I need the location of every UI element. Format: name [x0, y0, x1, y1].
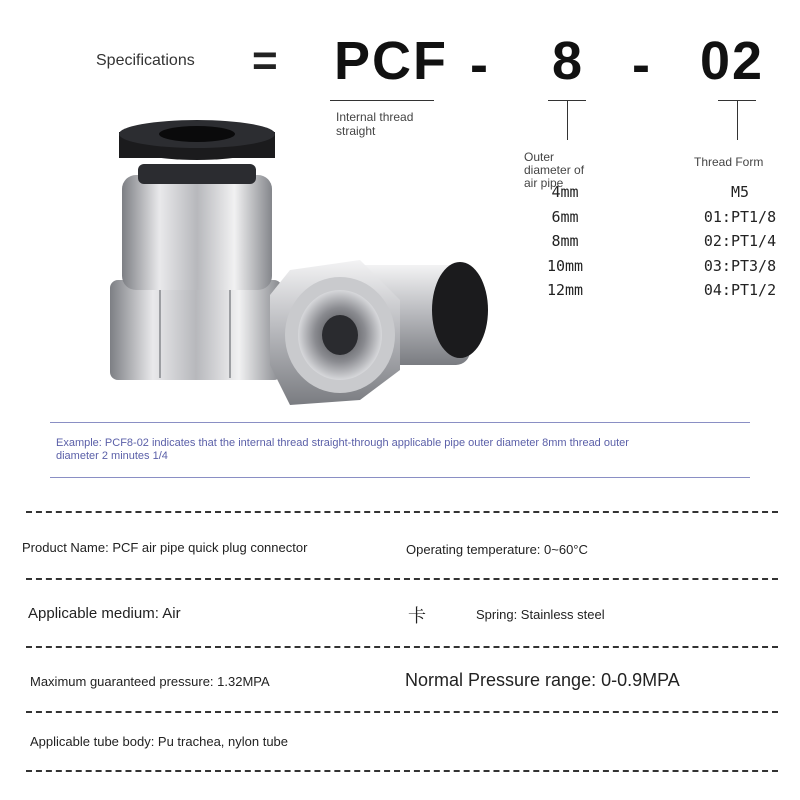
size-caption-line1: Outer [524, 150, 555, 164]
fitting-lying [270, 260, 488, 405]
thread-options-list [685, 180, 795, 303]
size-options-list [520, 180, 610, 303]
specifications-label: Specifications [96, 52, 195, 69]
thread-option: M5 [730, 183, 750, 201]
normal-pressure: Normal Pressure range: 0-0.9MPA [405, 670, 680, 690]
size-option: 8mm [551, 232, 579, 250]
max-pressure: Maximum guaranteed pressure: 1.32MPA [30, 674, 270, 689]
size-marker-stem [567, 100, 568, 140]
product-image [100, 120, 500, 410]
applicable-medium: Applicable medium: Air [28, 605, 181, 622]
operating-temperature: Operating temperature: 0~60°C [406, 542, 588, 557]
thread-marker-stem [737, 100, 738, 140]
separator-1: - [470, 35, 490, 95]
divider [26, 711, 778, 713]
size-code: 8 [552, 31, 585, 91]
model-prefix: PCF [334, 31, 448, 91]
divider [26, 511, 778, 513]
hex-nut [110, 280, 282, 380]
size-option: 6mm [551, 207, 579, 226]
tube-port [159, 126, 235, 142]
divider [26, 578, 778, 580]
divider [26, 770, 778, 772]
thread-option: 02:PT1/4 [703, 232, 777, 250]
example-box [50, 422, 750, 478]
size-option: 4mm [551, 183, 579, 201]
prefix-underline [330, 100, 434, 101]
prefix-caption-line1: Internal thread [336, 110, 414, 124]
thread-option: 01:PT1/8 [703, 207, 777, 226]
equals-sign: = [252, 36, 278, 85]
divider [26, 646, 778, 648]
thread-code: 02 [700, 31, 765, 91]
separator-2: - [632, 35, 652, 95]
tube-body: Applicable tube body: Pu trachea, nylon tube [30, 734, 289, 749]
thread-option: 03:PT3/8 [703, 256, 777, 275]
size-option: 10mm [546, 256, 584, 275]
spring-material: Spring: Stainless steel [476, 607, 605, 622]
size-caption-line2: diameter of [524, 163, 585, 177]
fitting-upright [110, 120, 282, 380]
thread-option: 04:PT1/2 [703, 281, 777, 299]
prefix-caption-line2: straight [336, 124, 376, 138]
product-name: Product Name: PCF air pipe quick plug connector [22, 540, 308, 555]
body-cylinder [122, 175, 272, 290]
size-caption-line3: air pipe [524, 176, 564, 190]
clip-glyph: 卡 [408, 606, 426, 626]
example-line-2: diameter 2 minutes 1/4 [56, 450, 168, 462]
thread-caption: Thread Form [694, 155, 764, 169]
collet-ring [138, 164, 256, 184]
release-collar-2 [432, 262, 488, 358]
example-line-1: Example: PCF8-02 indicates that the internal thread straight-through applicable pipe outer diameter 8mm thread outer [56, 437, 629, 449]
example-text [56, 437, 746, 463]
size-option: 12mm [546, 281, 584, 299]
